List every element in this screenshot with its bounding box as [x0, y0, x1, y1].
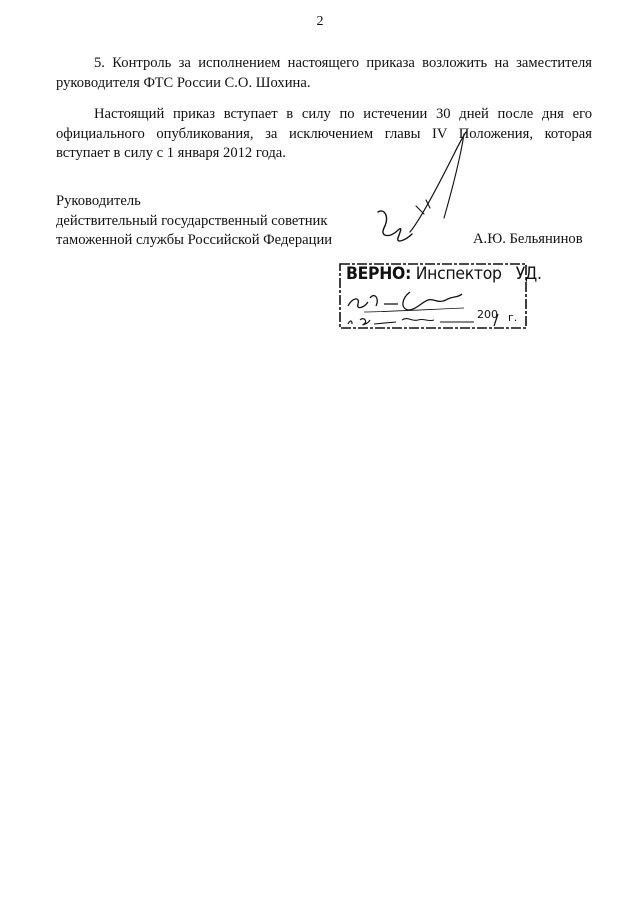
certification-stamp: [338, 262, 542, 332]
paragraph-control: 5. Контроль за исполнением настоящего приказа возложить на заместителя руководителя ФТС России С.О. Шохина.: [56, 55, 592, 91]
handwritten-signature: [340, 120, 480, 260]
signatory-title-line-2: действительный государственный советник: [56, 212, 328, 229]
page-number: 2: [316, 14, 324, 29]
signatory-title-block: [56, 192, 332, 251]
stamp-year: 200: [477, 308, 498, 321]
signatory-title-line-3: таможенной службы Российской Федерации: [56, 232, 333, 248]
stamp-unit: УД.: [515, 264, 542, 284]
stamp-inspector: Инспектор: [415, 264, 502, 284]
stamp-title: [346, 264, 542, 284]
signatory-title-line-1: Руководитель: [56, 193, 141, 209]
stamp-year-suffix: г.: [508, 311, 518, 324]
signatory-name: А.Ю. Бельянинов: [473, 231, 583, 247]
stamp-verno: ВЕРНО:: [346, 264, 412, 284]
paragraph-effective-date: Настоящий приказ вступает в силу по истечении 30 дней после дня его официального опубликования, за исключением главы IV Положения, которая вступает в силу с 1 января 2012 года.: [56, 106, 592, 161]
